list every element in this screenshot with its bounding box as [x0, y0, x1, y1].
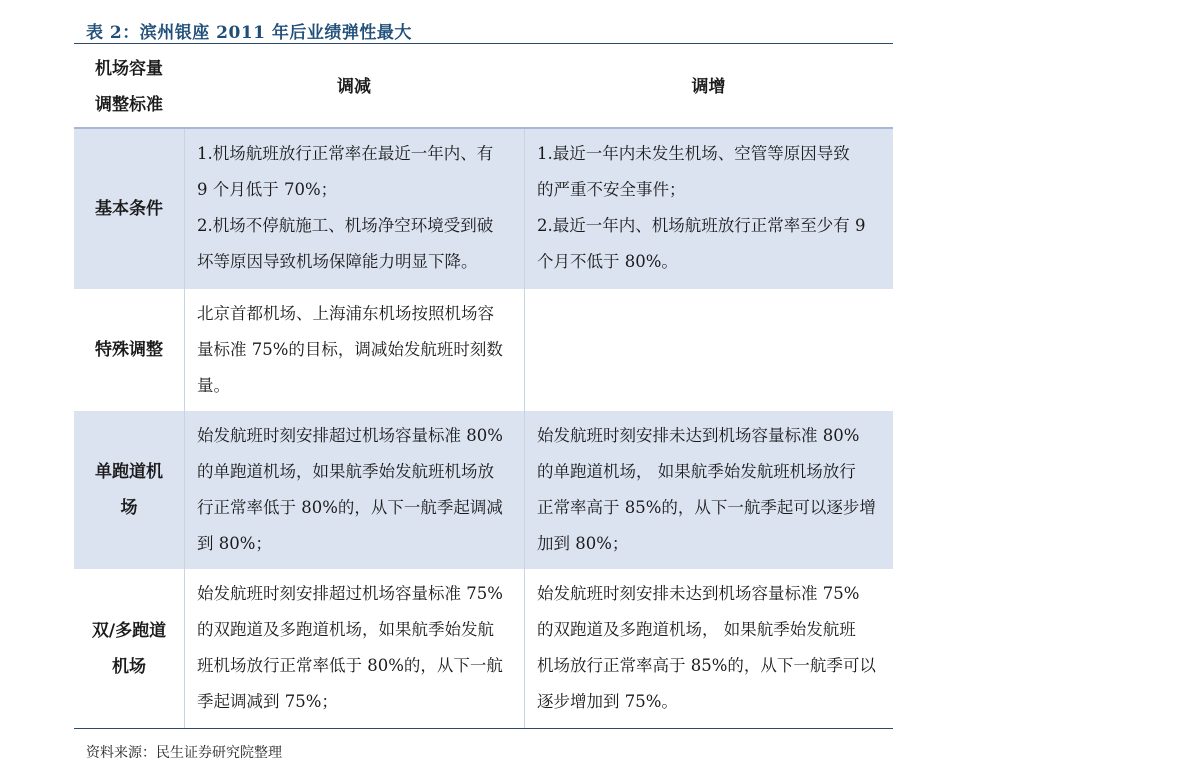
- text-line: 坏等原因导致机场保障能力明显下降。: [197, 252, 478, 271]
- cell-special-decrease: [184, 289, 524, 411]
- cell-basic-increase: [524, 129, 893, 289]
- text-line: 2.最近一年内、机场航班放行正常率至少有 9: [537, 216, 866, 235]
- cell-multi-decrease: [184, 569, 524, 728]
- text-line: 北京首都机场、上海浦东机场按照机场容: [197, 304, 494, 323]
- text-line: 班机场放行正常率低于 80%的，从下一航: [197, 656, 503, 675]
- cell-basic-decrease: [184, 129, 524, 289]
- cell-single-increase: [524, 411, 893, 569]
- text-line: 到 80%；: [197, 534, 272, 553]
- row-label-special: 特殊调整: [95, 340, 163, 360]
- row-label-line: 机场: [112, 656, 146, 677]
- text-line: 始发航班时刻安排未达到机场容量标准 75%: [537, 584, 860, 603]
- row-label-line: 单跑道机: [95, 462, 163, 482]
- cell-special-increase: [524, 289, 893, 411]
- header-decrease: 调减: [337, 76, 371, 97]
- text-line: 的双跑道及多跑道机场，如果航季始发航: [197, 620, 494, 639]
- text-line: 始发航班时刻安排未达到机场容量标准 80%: [537, 426, 860, 445]
- text-line: 1.机场航班放行正常率在最近一年内、有: [197, 144, 494, 163]
- cell-single-decrease: [184, 411, 524, 569]
- text-line: 逐步增加到 75%。: [537, 692, 678, 711]
- header-standard: [74, 44, 184, 129]
- table-title: 表 2：滨州银座 2011 年后业绩弹性最大: [86, 23, 412, 43]
- row-label-basic: 基本条件: [74, 129, 184, 289]
- text-line: 机场放行正常率高于 85%的，从下一航季可以: [537, 656, 876, 675]
- bottom-rule: [74, 728, 893, 729]
- header-standard-line1: 机场容量: [95, 58, 163, 79]
- row-label-single-runway: [74, 411, 184, 569]
- text-line: 始发航班时刻安排超过机场容量标准 80%: [197, 426, 503, 445]
- text-line: 量标准 75%的目标，调减始发航班时刻数: [197, 340, 503, 359]
- header-standard-line2: 调整标准: [95, 94, 163, 115]
- source-note: 资料来源：民生证券研究院整理: [86, 745, 282, 761]
- text-line: 季起调减到 75%；: [197, 692, 338, 711]
- policy-table: [74, 44, 893, 728]
- row-label-line: 双/多跑道: [91, 620, 167, 641]
- text-line: 的严重不安全事件；: [537, 180, 686, 199]
- text-line: 行正常率低于 80%的，从下一航季起调减: [197, 498, 503, 517]
- text-line: 加到 80%；: [537, 534, 629, 553]
- text-line: 的单跑道机场，如果航季始发航班机场放: [197, 462, 494, 481]
- cell-multi-increase: [524, 569, 893, 728]
- text-line: 的单跑道机场， 如果航季始发航班机场放行: [537, 462, 856, 481]
- text-line: 2.机场不停航施工、机场净空环境受到破: [197, 216, 494, 235]
- row-label-line: 场: [120, 498, 138, 518]
- text-line: 1.最近一年内未发生机场、空管等原因导致: [537, 144, 850, 163]
- row-label-multi-runway: [74, 569, 184, 728]
- text-line: 始发航班时刻安排超过机场容量标准 75%: [197, 584, 503, 603]
- header-increase: 调增: [691, 76, 726, 97]
- text-line: 正常率高于 85%的，从下一航季起可以逐步增: [537, 498, 876, 517]
- text-line: 9 个月低于 70%；: [197, 180, 338, 199]
- text-line: 量。: [197, 376, 230, 395]
- text-line: 的双跑道及多跑道机场， 如果航季始发航班: [537, 620, 856, 639]
- text-line: 个月不低于 80%。: [537, 252, 678, 271]
